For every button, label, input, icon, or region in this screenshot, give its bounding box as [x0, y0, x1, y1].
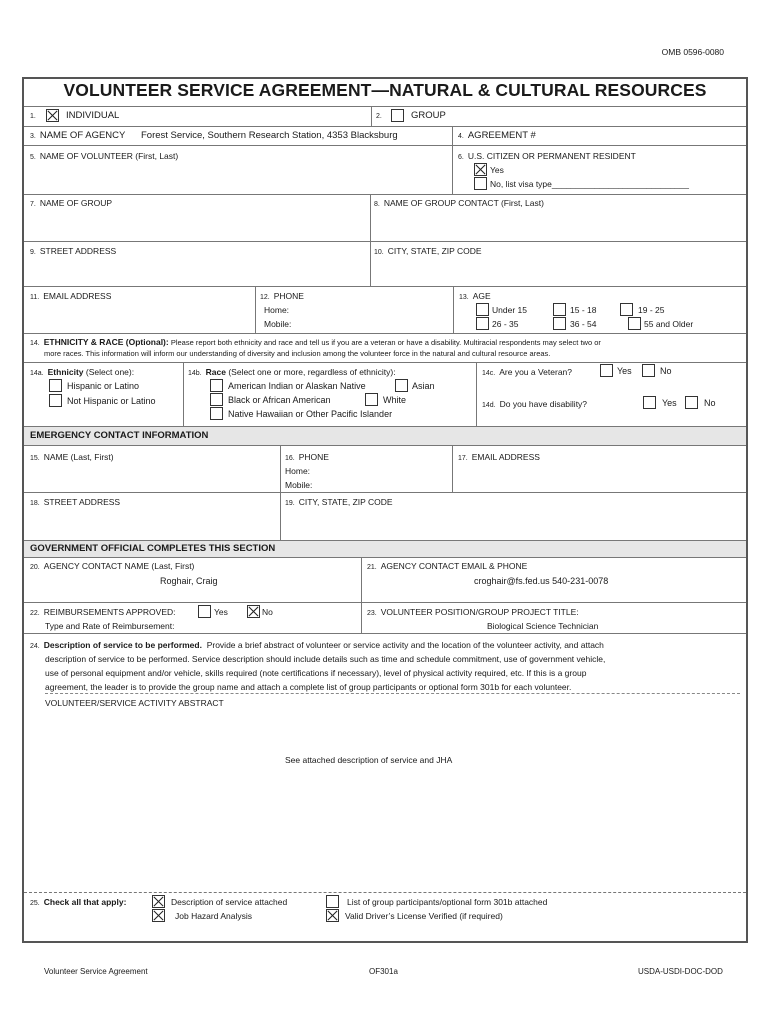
footer-left: Volunteer Service Agreement: [44, 967, 148, 976]
age-15-18-checkbox[interactable]: [553, 303, 566, 316]
race-label: 14b. Race (Select one or more, regardless of ethnicity):: [188, 367, 396, 377]
check-all-label: 25. Check all that apply:: [30, 897, 127, 907]
veteran-yes-label: Yes: [617, 366, 632, 376]
volunteer-name-label: 5. NAME OF VOLUNTEER (First, Last): [30, 151, 179, 161]
asian-label: Asian: [412, 381, 435, 391]
agency-name-label: 3. NAME OF AGENCY: [30, 130, 126, 141]
age-option-label: 36 - 54: [570, 319, 597, 329]
citizen-label: 6. U.S. CITIZEN OR PERMANENT RESIDENT: [458, 151, 636, 161]
service-description-heading: 24. Description of service to be performed. Provide a brief abstract of volunteer or service activity and the location of the volunteer activity, and attach: [30, 640, 604, 650]
individual-label: INDIVIDUAL: [66, 110, 120, 121]
disability-no-label: No: [704, 398, 716, 408]
black-label: Black or African American: [228, 395, 331, 405]
agency-contact-name-label: 20. AGENCY CONTACT NAME (Last, First): [30, 561, 195, 571]
footer-center: OF301a: [369, 967, 398, 976]
form-title: VOLUNTEER SERVICE AGREEMENT—NATURAL & CULTURAL RESOURCES: [63, 80, 707, 100]
group-list-attached-checkbox[interactable]: [326, 895, 339, 908]
agency-contact-email-label: 21. AGENCY CONTACT EMAIL & PHONE: [367, 561, 528, 571]
emergency-phone-home-label: Home:: [285, 466, 311, 476]
american-indian-checkbox[interactable]: [210, 379, 223, 392]
emergency-street-label: 18. STREET ADDRESS: [30, 497, 121, 507]
white-label: White: [383, 395, 407, 405]
age-option-label: 19 - 25: [638, 305, 665, 315]
disability-no-checkbox[interactable]: [685, 396, 698, 409]
age-option-label: 26 - 35: [492, 319, 519, 329]
age-36-54-checkbox[interactable]: [553, 317, 566, 330]
reimbursement-no-label: No: [262, 607, 273, 617]
american-indian-label: American Indian or Alaskan Native: [228, 381, 366, 391]
emergency-header: EMERGENCY CONTACT INFORMATION: [30, 430, 209, 441]
service-description-line: use of personal equipment and/or vehicle, skills required (note certifications if necessary), level of physical activity required, etc. If this is a group: [45, 668, 587, 678]
disability-yes-label: Yes: [662, 398, 677, 408]
emergency-name-label: 15. NAME (Last, First): [30, 452, 114, 462]
description-attached-label: Description of service attached: [171, 897, 288, 907]
agency-name-value[interactable]: Forest Service, Southern Research Station, 4353 Blacksburg: [141, 130, 398, 141]
f1-label: 1.: [30, 113, 36, 120]
drivers-license-checkbox[interactable]: [326, 909, 339, 922]
age-option-label: 55 and Older: [644, 319, 694, 329]
age-option-label: 15 - 18: [570, 305, 597, 315]
black-checkbox[interactable]: [210, 393, 223, 406]
phone-mobile-label: Mobile:: [264, 319, 292, 329]
pacific-islander-checkbox[interactable]: [210, 407, 223, 420]
group-checkbox[interactable]: [391, 109, 404, 122]
position-title-label: 23. VOLUNTEER POSITION/GROUP PROJECT TITLE:: [367, 607, 579, 617]
disability-label: 14d. Do you have disability?: [482, 399, 588, 409]
gov-header: GOVERNMENT OFFICIAL COMPLETES THIS SECTION: [30, 543, 276, 554]
description-attached-checkbox[interactable]: [152, 895, 165, 908]
white-checkbox[interactable]: [365, 393, 378, 406]
age-under15-checkbox[interactable]: [476, 303, 489, 316]
phone-home-label: Home:: [264, 305, 290, 315]
emergency-city-label: 19. CITY, STATE, ZIP CODE: [285, 497, 393, 507]
service-description-line: description of service to be performed. Service description should include details such as time and schedule commitment, use of government vehicle,: [45, 654, 606, 664]
citizen-yes-checkbox[interactable]: [474, 163, 487, 176]
ethnicity-race-heading: 14. ETHNICITY & RACE (Optional): Please report both ethnicity and race and tell us if you are a veteran or have a disability. Multiracial respondents may select two or: [30, 337, 601, 347]
veteran-yes-checkbox[interactable]: [600, 364, 613, 377]
disability-yes-checkbox[interactable]: [643, 396, 656, 409]
drivers-license-label: Valid Driver’s License Verified (if required): [345, 911, 503, 921]
group-list-attached-label: List of group participants/optional form 301b attached: [347, 897, 548, 907]
abstract-label: VOLUNTEER/SERVICE ACTIVITY ABSTRACT: [45, 698, 224, 708]
jha-label: Job Hazard Analysis: [175, 911, 253, 921]
agency-contact-name-value[interactable]: Roghair, Craig: [160, 576, 218, 586]
group-name-label: 7. NAME OF GROUP: [30, 198, 113, 208]
hispanic-label: Hispanic or Latino: [67, 381, 140, 391]
ethnicity-race-description: more races. This information will inform our understanding of diversity and inclusion among the volunteer force in the natural and cultural resource areas.: [44, 349, 551, 358]
omb-number: OMB 0596-0080: [661, 47, 724, 57]
age-55-older-checkbox[interactable]: [628, 317, 641, 330]
reimbursements-label: 22. REIMBURSEMENTS APPROVED:: [30, 607, 176, 617]
citizen-no-checkbox[interactable]: [474, 177, 487, 190]
citizen-no-label: No, list visa type_____________________________: [490, 179, 689, 189]
reimbursement-no-checkbox[interactable]: [247, 605, 260, 618]
not-hispanic-label: Not Hispanic or Latino: [67, 396, 156, 406]
citizen-yes-label: Yes: [490, 165, 504, 175]
pacific-islander-label: Native Hawaiian or Other Pacific Islander: [228, 409, 393, 419]
age-19-25-checkbox[interactable]: [620, 303, 633, 316]
abstract-value[interactable]: See attached description of service and JHA: [285, 755, 453, 765]
position-title-value[interactable]: Biological Science Technician: [487, 621, 599, 631]
phone-label: 12. PHONE: [260, 291, 304, 301]
veteran-no-label: No: [660, 366, 672, 376]
email-label: 11. EMAIL ADDRESS: [30, 291, 112, 301]
age-label: 13. AGE: [459, 291, 491, 301]
footer-right: USDA-USDI-DOC-DOD: [638, 967, 723, 976]
age-26-35-checkbox[interactable]: [476, 317, 489, 330]
asian-checkbox[interactable]: [395, 379, 408, 392]
ethnicity-label: 14a. Ethnicity (Select one):: [30, 367, 135, 377]
group-label: GROUP: [411, 110, 446, 121]
reimbursement-yes-label: Yes: [214, 607, 228, 617]
service-description-line: agreement, the leader is to provide the group name and attach a complete list of group participants or optional form 301b for each volunteer.: [45, 682, 572, 692]
city-state-zip-label: 10. CITY, STATE, ZIP CODE: [374, 246, 482, 256]
group-contact-label: 8. NAME OF GROUP CONTACT (First, Last): [374, 198, 544, 208]
jha-checkbox[interactable]: [152, 909, 165, 922]
emergency-email-label: 17. EMAIL ADDRESS: [458, 452, 540, 462]
hispanic-checkbox[interactable]: [49, 379, 62, 392]
street-address-label: 9. STREET ADDRESS: [30, 246, 117, 256]
emergency-phone-label: 16. PHONE: [285, 452, 329, 462]
veteran-label: 14c. Are you a Veteran?: [482, 367, 573, 377]
reimbursement-type-label: Type and Rate of Reimbursement:: [45, 621, 175, 631]
agency-contact-email-value[interactable]: croghair@fs.fed.us 540-231-0078: [474, 576, 609, 586]
agreement-number-label: 4. AGREEMENT #: [458, 130, 536, 141]
veteran-no-checkbox[interactable]: [642, 364, 655, 377]
individual-checkbox[interactable]: [46, 109, 59, 122]
emergency-phone-mobile-label: Mobile:: [285, 480, 313, 490]
not-hispanic-checkbox[interactable]: [49, 394, 62, 407]
reimbursement-yes-checkbox[interactable]: [198, 605, 211, 618]
age-option-label: Under 15: [492, 305, 527, 315]
